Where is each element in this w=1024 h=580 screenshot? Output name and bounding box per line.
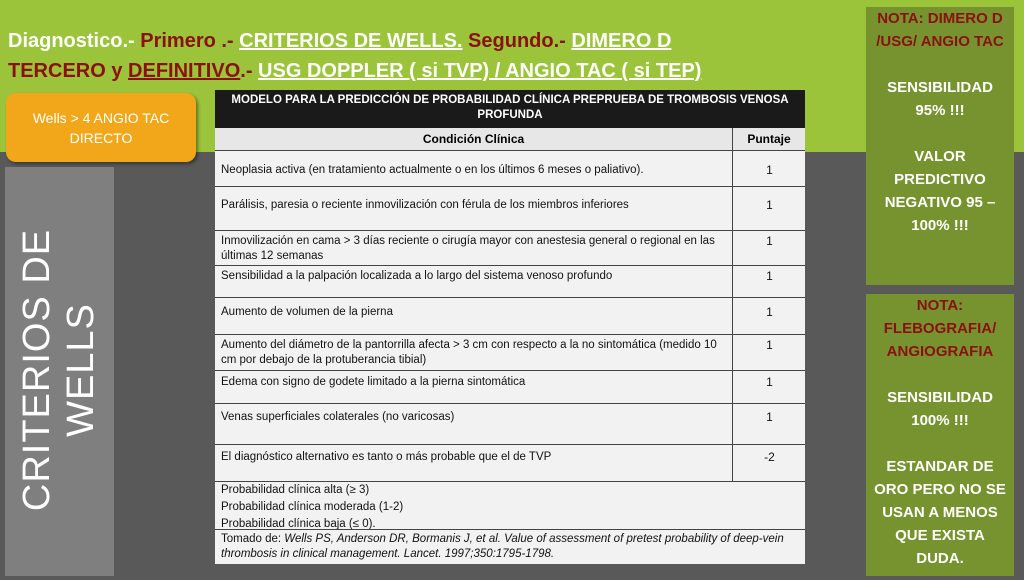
table-row — [215, 335, 805, 371]
table-row — [215, 231, 805, 266]
condition-cell: Inmovilización en cama > 3 días reciente o cirugía mayor con anestesia general o regional en las últimas 12 semanas — [221, 235, 715, 262]
score-cell: 1 — [766, 410, 773, 424]
wells-callout — [6, 93, 196, 162]
table-row — [215, 404, 805, 445]
condition-cell: Neoplasia activa (en tratamiento actualmente o en los últimos 6 meses o paliativo). — [221, 164, 644, 176]
score-cell: 1 — [766, 163, 773, 177]
note1-npv: VALOR PREDICTIVO NEGATIVO 95 – 100% !!! — [884, 148, 996, 234]
slide-title: Diagnostico.- Primero .- CRITERIOS DE WELLS. Segundo.- DIMERO D TERCERO y DEFINITIVO.- USG DOPPLER ( si TVP) / ANGIO TAC ( si TEP) — [8, 30, 702, 82]
score-cell: -2 — [764, 450, 775, 464]
note-dimero — [866, 7, 1014, 285]
reference: Tomado de: Wells PS, Anderson DR, Bormanis J, et al. Value of assessment of pretest probability of deep-vein thrombosis in clinical management. Lancet. 1997;350:1795-1798. — [221, 533, 784, 560]
note2-standard: ESTANDAR DE ORO PERO NO SE USAN A MENOS QUE EXISTA DUDA. — [874, 458, 1006, 567]
note-flebografia — [866, 294, 1014, 576]
condition-cell: Venas superficiales colaterales (no varicosas) — [221, 411, 455, 423]
prob-high: Probabilidad clínica alta (≥ 3) — [221, 484, 370, 496]
wells-callout-text: Wells > 4 ANGIO TAC DIRECTO — [32, 109, 170, 146]
score-cell: 1 — [766, 305, 773, 319]
condition-cell: El diagnóstico alternativo es tanto o más probable que el de TVP — [221, 451, 552, 463]
score-cell: 1 — [766, 198, 773, 212]
condition-cell: Edema con signo de godete limitado a la pierna sintomática — [221, 376, 526, 388]
condition-cell: Aumento de volumen de la pierna — [221, 306, 393, 318]
probability-legend — [221, 482, 403, 533]
note2-title: NOTA: FLEBOGRAFIA/ ANGIOGRAFIA — [883, 297, 997, 360]
score-cell: 1 — [766, 375, 773, 389]
table-row — [215, 298, 805, 335]
wells-table — [215, 90, 805, 564]
table-row — [215, 445, 805, 482]
table-title: MODELO PARA LA PREDICCIÓN DE PROBABILIDAD CLÍNICA PREPRUEBA DE TROMBOSIS VENOSA PROFUNDA — [215, 90, 805, 131]
condition-cell: Aumento del diámetro de la pantorrilla afecta > 3 cm con respecto a la no sintomática (medido 10 cm por debajo de la protuberancia tibial) — [221, 339, 717, 366]
note2-sensitivity: SENSIBILIDAD 100% !!! — [887, 389, 993, 429]
column-header-score: Puntaje — [733, 128, 805, 151]
column-divider — [732, 128, 733, 481]
table-row — [215, 371, 805, 404]
column-header-condition: Condición Clínica — [215, 128, 732, 151]
score-cell: 1 — [766, 269, 773, 283]
condition-cell: Parálisis, paresia o reciente inmovilización con férula de los miembros inferiores — [221, 199, 629, 211]
table-row — [215, 151, 805, 187]
prob-low: Probabilidad clínica baja (≤ 0). — [221, 518, 376, 530]
note1-sensitivity: SENSIBILIDAD 95% !!! — [887, 79, 993, 119]
reference-divider — [215, 529, 805, 530]
score-cell: 1 — [766, 234, 773, 248]
score-cell: 1 — [766, 338, 773, 352]
side-label: CRITERIOS DE WELLS — [16, 228, 102, 512]
note1-title: NOTA: DIMERO D /USG/ ANGIO TAC — [876, 10, 1004, 50]
prob-moderate: Probabilidad clínica moderada (1-2) — [221, 501, 404, 513]
table-row — [215, 266, 805, 298]
table-row — [215, 187, 805, 231]
condition-cell: Sensibilidad a la palpación localizada a lo largo del sistema venoso profundo — [221, 270, 613, 282]
